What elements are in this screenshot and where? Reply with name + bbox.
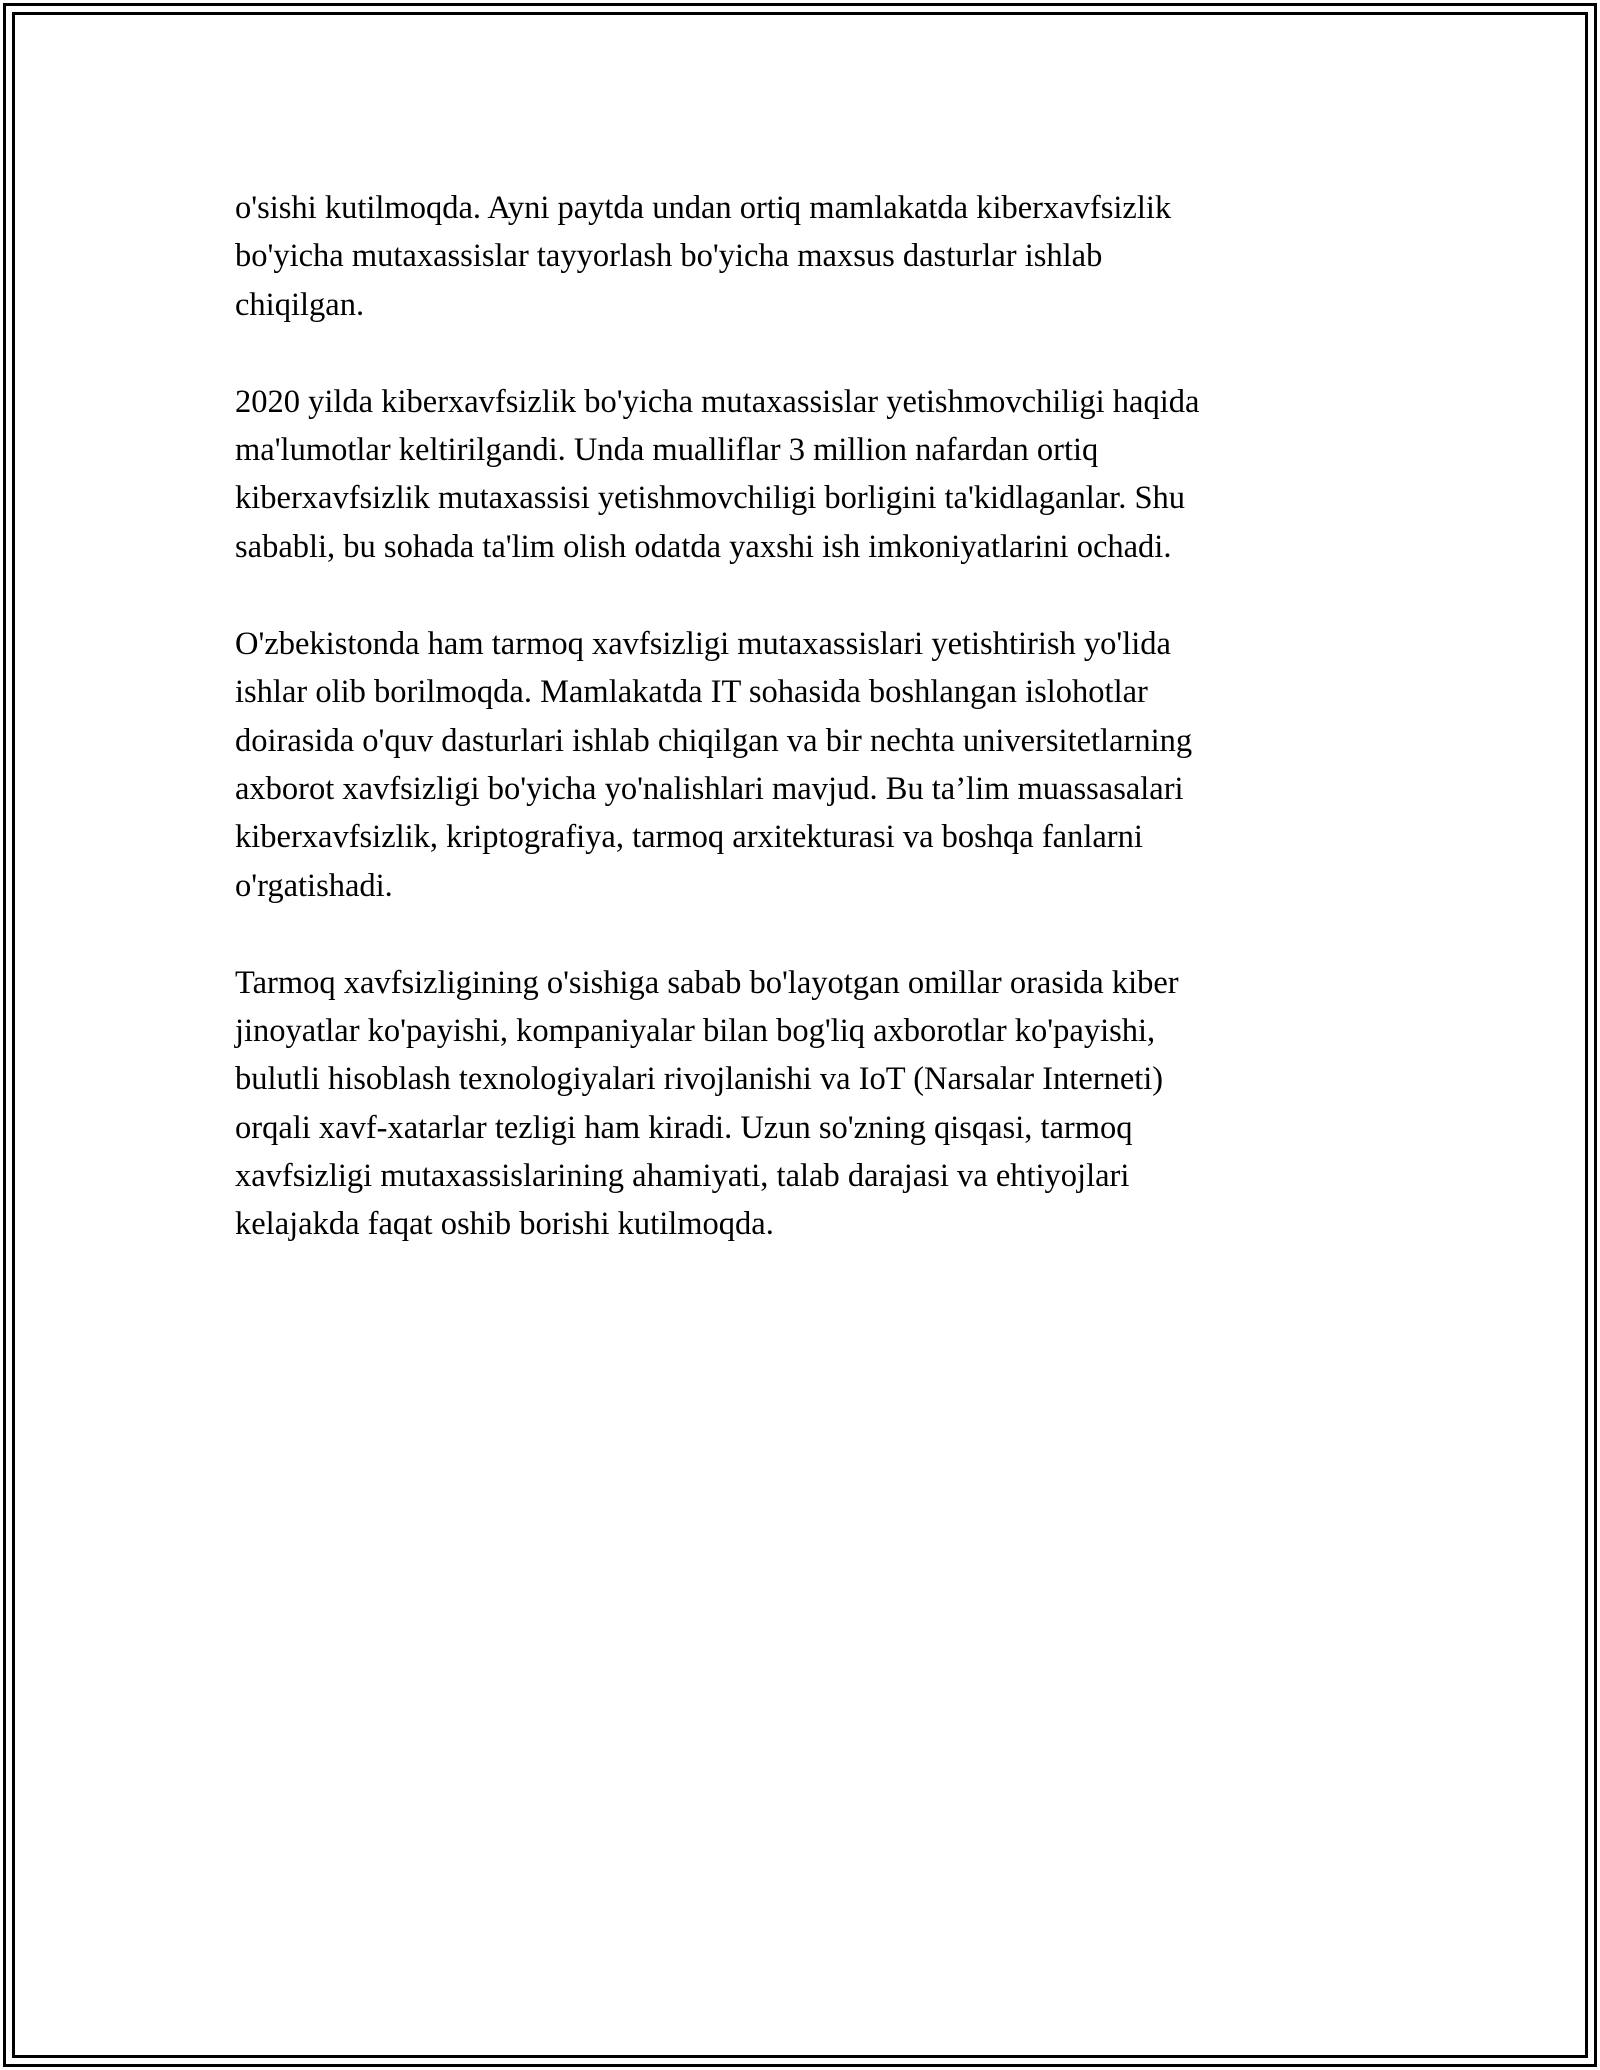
text-line: orqali xavf-xatarlar tezligi ham kiradi. Uzun so'zning qisqasi, tarmoq — [235, 1109, 1133, 1146]
text-line: ishlar olib borilmoqda. Mamlakatda IT sohasida boshlangan islohotlar — [235, 674, 1148, 711]
text-line: kiberxavfsizlik mutaxassisi yetishmovchiligi borligini ta'kidlaganlar. Shu — [235, 480, 1186, 517]
text-line: xavfsizligi mutaxassislarining ahamiyati, talab darajasi va ehtiyojlari — [235, 1158, 1130, 1195]
text-line: ma'lumotlar keltirilgandi. Unda mualliflar 3 million nafardan ortiq — [235, 432, 1099, 469]
paragraph-1 — [235, 184, 1345, 329]
paragraph-2 — [235, 378, 1345, 571]
text-line: jinoyatlar ko'payishi, kompaniyalar bilan bog'liq axborotlar ko'payishi, — [235, 1013, 1156, 1050]
text-line: o'rgatishadi. — [235, 867, 393, 904]
text-line: doirasida o'quv dasturlari ishlab chiqilgan va bir nechta universitetlarning — [235, 722, 1193, 759]
text-line: O'zbekistonda ham tarmoq xavfsizligi mutaxassislari yetishtirish yo'lida — [235, 626, 1171, 663]
text-line: 2020 yilda kiberxavfsizlik bo'yicha mutaxassislar yetishmovchiligi haqida — [235, 383, 1200, 420]
text-line: Tarmoq xavfsizligining o'sishiga sabab bo'layotgan omillar orasida kiber — [235, 964, 1179, 1001]
text-line: bulutli hisoblash texnologiyalari rivojlanishi va IoT (Narsalar Interneti) — [235, 1061, 1164, 1098]
text-line: kelajakda faqat oshib borishi kutilmoqda. — [235, 1206, 774, 1243]
text-line: axborot xavfsizligi bo'yicha yo'nalishlari mavjud. Bu ta’lim muassasalari — [235, 770, 1184, 807]
paragraph-4 — [235, 959, 1345, 1249]
document-body — [235, 184, 1345, 1298]
text-line: kiberxavfsizlik, kriptografiya, tarmoq arxitekturasi va boshqa fanlarni — [235, 819, 1143, 856]
paragraph-3 — [235, 620, 1345, 910]
text-line: chiqilgan. — [235, 286, 365, 323]
text-line: o'sishi kutilmoqda. Ayni paytda undan ortiq mamlakatda kiberxavfsizlik — [235, 190, 1172, 226]
text-line: sababli, bu sohada ta'lim olish odatda yaxshi ish imkoniyatlarini ochadi. — [235, 528, 1172, 565]
text-line: bo'yicha mutaxassislar tayyorlash bo'yicha maxsus dasturlar ishlab — [235, 238, 1103, 275]
